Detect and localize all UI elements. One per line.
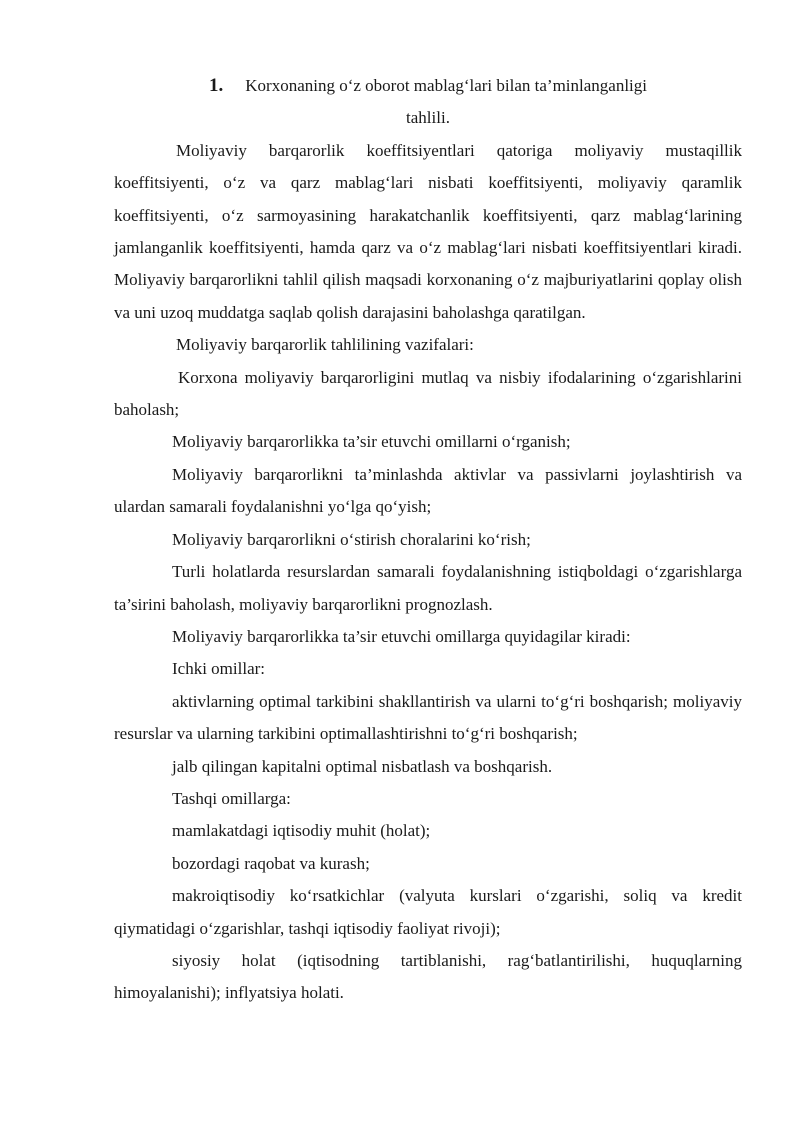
paragraph-task-5: Turli holatlarda resurslardan samarali foydalanishning istiqboldagi o‘zgarishlarga ta’sirini baholash, moliyaviy barqarorlikni prognozlash. <box>114 562 742 614</box>
paragraph-external-3: makroiqtisodiy ko‘rsatkichlar (valyuta kurslari o‘zgarishi, soliq va kredit qiymatidagi o‘zgarishlar, tashqi iqtisodiy faoliyat rivoji); <box>114 886 742 938</box>
paragraph-internal-1: aktivlarning optimal tarkibini shakllantirish va ularni to‘g‘ri boshqarish; moliyaviy resurslar va ularning tarkibini optimallashtirishni to‘g‘ri boshqarish; <box>114 691 742 744</box>
section-title-line1: Korxonaning o‘z oborot mablag‘lari bilan ta’minlanganligi <box>245 76 647 95</box>
paragraph-task-4: Moliyaviy barqarorlikni o‘stirish choralarini ko‘rish; <box>172 529 531 549</box>
paragraph-tasks-heading: Moliyaviy barqarorlik tahlilining vazifalari: <box>176 335 474 355</box>
paragraph-factors-heading: Moliyaviy barqarorlikka ta’sir etuvchi omillarga quyidagilar kiradi: <box>172 626 631 646</box>
paragraph-external-2: bozordagi raqobat va kurash; <box>172 853 370 873</box>
paragraph-intro: Moliyaviy barqarorlik koeffitsiyentlari qatoriga moliyaviy mustaqillik koeffitsiyenti, o‘z va qarz mablag‘lari nisbati koeffitsiyenti, moliyaviy qaramlik koeffitsiyenti, o‘z sarmoyasining harakatchanlik koeffitsiyenti, qarz mablag‘larining jamlanganlik koeffitsiyenti, hamda qarz va o‘z mablag‘lari nisbati koeffitsiyentlari kiradi. Moliyaviy barqarorlikni tahlil qilish maqsadi korxonaning o‘z majburiyatlarini qoplay olish va uni uzoq muddatga saqlab qolish darajasini baholashga qaratilgan. <box>114 140 742 322</box>
paragraph-task-2: Moliyaviy barqarorlikka ta’sir etuvchi omillarni o‘rganish; <box>172 432 571 452</box>
paragraph-external-1: mamlakatdagi iqtisodiy muhit (holat); <box>172 821 431 841</box>
section-heading <box>114 70 742 135</box>
document-page <box>114 70 742 1010</box>
paragraph-internal-2: jalb qilingan kapitalni optimal nisbatlash va boshqarish. <box>172 756 553 776</box>
paragraph-internal-heading: Ichki omillar: <box>172 659 266 679</box>
paragraph-external-heading: Tashqi omillarga: <box>172 788 291 808</box>
section-title-line2: tahlili. <box>406 108 450 128</box>
paragraph-task-1: Korxona moliyaviy barqarorligini mutlaq va nisbiy ifodalarining o‘zgarishlarini baholash; <box>114 367 742 420</box>
paragraph-task-3: Moliyaviy barqarorlikni ta’minlashda aktivlar va passivlarni joylashtirish va ulardan samarali foydalanishni yo‘lga qo‘yish; <box>114 464 742 517</box>
paragraph-external-4: siyosiy holat (iqtisodning tartiblanishi, rag‘batlantirilishi, huquqlarning himoyalanishi); inflyatsiya holati. <box>114 950 742 1003</box>
section-number: 1. <box>209 75 224 96</box>
